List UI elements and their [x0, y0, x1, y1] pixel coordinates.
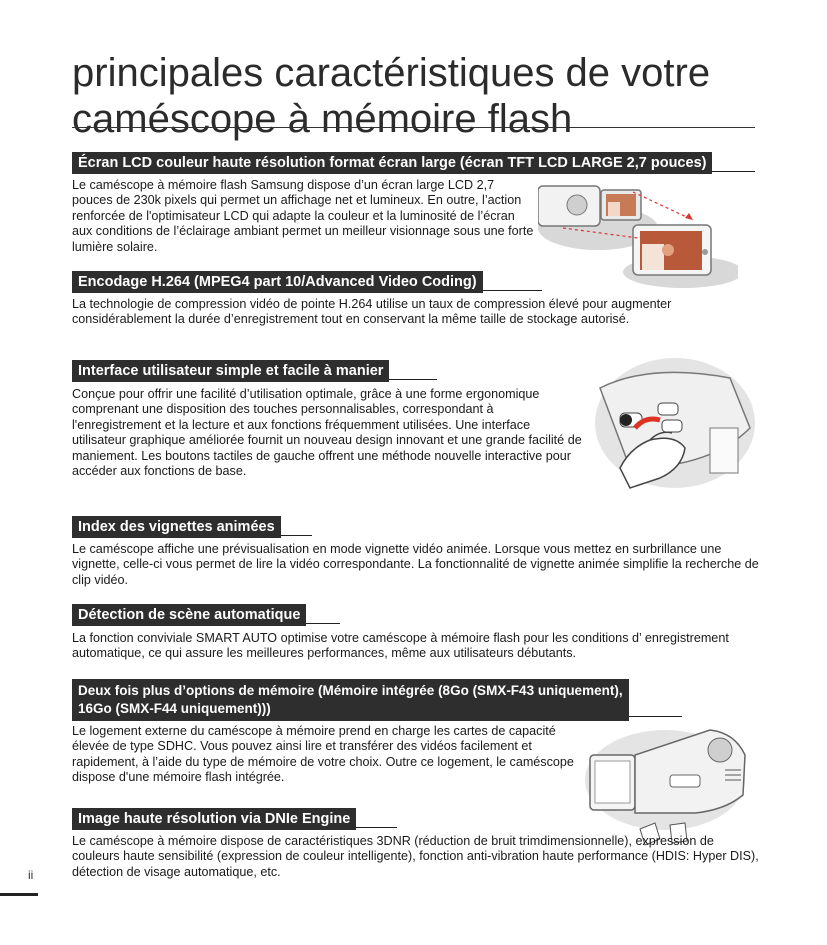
page-number: ii	[28, 868, 34, 882]
camcorder-memory-card-icon	[585, 725, 755, 850]
section-text-lcd: Le caméscope à mémoire flash Samsung dispose d’un écran large LCD 2,7 pouces de 230k pixels qui permet un affichage net et lumineux. En outre, l’action renforcée de l'optimisateur LCD qui adapte la couleur et la luminosité de l’écran aux conditions de l’éclairage ambiant permet un meilleur visionnage sous une forte lumière solaire.	[72, 178, 534, 254]
section-heading-thumbnails: Index des vignettes animées	[72, 516, 281, 538]
title-divider	[72, 127, 755, 128]
section-heading-memory-line1: Deux fois plus d’options de mémoire (Mémoire intégrée (8Go (SMX-F43 uniquement),	[78, 683, 623, 698]
section-heading-scene: Détection de scène automatique	[72, 604, 306, 626]
section-text-thumbnails: Le caméscope affiche une prévisualisation en mode vignette vidéo animée. Lorsque vous mettez en surbrillance une vignette, celle-ci vous permet de lire la vidéo correspondante. La fonctionnalité de vignette animée simplifie la recherche de clip vidéo.	[72, 542, 759, 587]
section-text-scene: La fonction conviviale SMART AUTO optimise votre caméscope à mémoire flash pour les conditions d’ enregistrement automatique, ce qui assure les meilleures performances, même aux utilisateurs débutants.	[72, 631, 729, 661]
section-heading-h264: Encodage H.264 (MPEG4 part 10/Advanced Video Coding)	[72, 271, 483, 293]
page-title: principales caractéristiques de votre caméscope à mémoire flash	[72, 51, 711, 141]
section-text-dnie	[72, 834, 762, 880]
page-number-rule	[0, 893, 38, 896]
section-heading-interface: Interface utilisateur simple et facile à manier	[72, 360, 389, 382]
section-text-dnie-content: Le caméscope à mémoire dispose de caractéristiques 3DNR (réduction de bruit trimdimensionnelle), expression de couleurs haute sensibilité (expression de couleur intelligente), fonction anti-vibration haute performance (HDIS: Hyper DIS), détection de visage automatique, etc.	[72, 834, 759, 879]
section-text-interface: Conçue pour offrir une facilité d’utilisation optimale, grâce à une forme ergonomique comprenant une disposition des touches personnalisables, correspondant à l'enregistrement et la lecture et aux fonctions fréquemment utilisées. Une interface utilisateur graphique améliorée fournit un nouveau design innovant et une grande facilité de maniement. Les boutons tactiles de gauche offrent une méthode nouvelle interactive pour accéder aux fonctions de base.	[72, 387, 582, 479]
section-text-h264: La technologie de compression vidéo de pointe H.264 utilise un taux de compression élevé pour augmenter considérablement la durée d’enregistrement tout en conservant la même taille de stockage autorisé.	[72, 297, 672, 327]
section-heading-memory-line2: 16Go (SMX-F44 uniquement)))	[78, 701, 271, 716]
section-heading-dnie: Image haute résolution via DNIe Engine	[72, 808, 356, 830]
section-text-memory: Le logement externe du caméscope à mémoire prend en charge les cartes de capacité élevée de type SDHC. Vous pouvez ainsi lire et transférer des vidéos facilement et rapidement, à l’aide du type de mémoire de votre choix. Outre ce logement, le caméscope dispose d'une mémoire flash intégrée.	[72, 724, 574, 785]
camcorder-lcd-screen-icon	[538, 180, 738, 290]
section-heading-lcd: Écran LCD couleur haute résolution format écran large (écran TFT LCD LARGE 2,7 pouces)	[72, 152, 712, 174]
section-heading-memory	[72, 679, 629, 721]
touch-button-hand-icon	[590, 358, 755, 493]
